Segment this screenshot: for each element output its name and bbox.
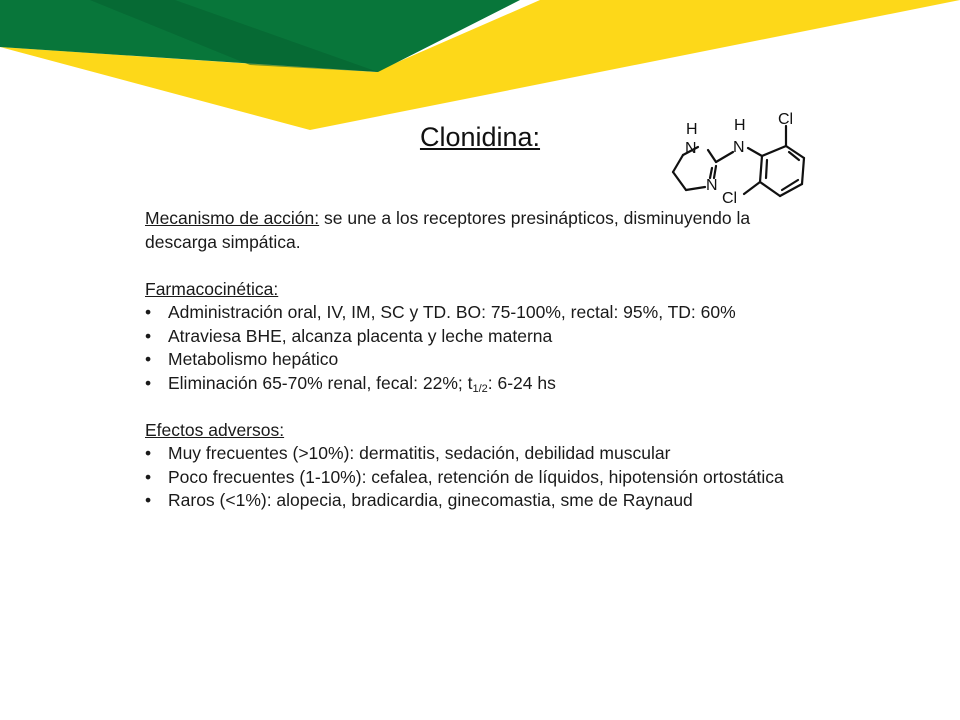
list-item: • Administración oral, IV, IM, SC y TD. BO: 75-100%, rectal: 95%, TD: 60% [145, 301, 785, 325]
elimination-text: Eliminación 65-70% renal, fecal: 22%; t [168, 372, 473, 393]
mechanism-paragraph [145, 207, 785, 254]
clonidine-structure [648, 108, 828, 208]
atom-cl-top: Cl [778, 111, 794, 128]
atom-n1: N [685, 140, 697, 157]
list-item: • Atraviesa BHE, alcanza placenta y leche materna [145, 325, 785, 349]
mechanism-heading: Mecanismo de acción: [145, 208, 320, 228]
atom-h1: H [686, 121, 698, 138]
list-item: • Metabolismo hepático [145, 348, 785, 372]
elimination-suffix: : 6-24 hs [487, 372, 556, 393]
atom-h2: H [734, 117, 746, 134]
pharmacokinetics-list [145, 301, 785, 395]
list-item [145, 372, 785, 396]
pharmacokinetics-heading: Farmacocinética: [145, 278, 279, 299]
list-item: • Raros (<1%): alopecia, bradicardia, ginecomastia, sme de Raynaud [145, 489, 785, 513]
adverse-effects-list [145, 442, 785, 513]
atom-n2: N [733, 139, 745, 156]
slide-title: Clonidina: [419, 122, 541, 152]
mechanism-text: se une a los receptores presinápticos, disminuyendo la descarga simpática. [145, 208, 751, 252]
atom-n3: N [706, 177, 718, 194]
list-item: • Poco frecuentes (1-10%): cefalea, retención de líquidos, hipotensión ortostática [145, 466, 785, 490]
adverse-effects-heading: Efectos adversos: [145, 419, 285, 440]
atom-cl-bottom: Cl [722, 190, 738, 207]
slide-body [145, 207, 785, 513]
list-item: • Muy frecuentes (>10%): dermatitis, sedación, debilidad muscular [145, 442, 785, 466]
half-life-subscript: 1/2 [472, 382, 488, 395]
